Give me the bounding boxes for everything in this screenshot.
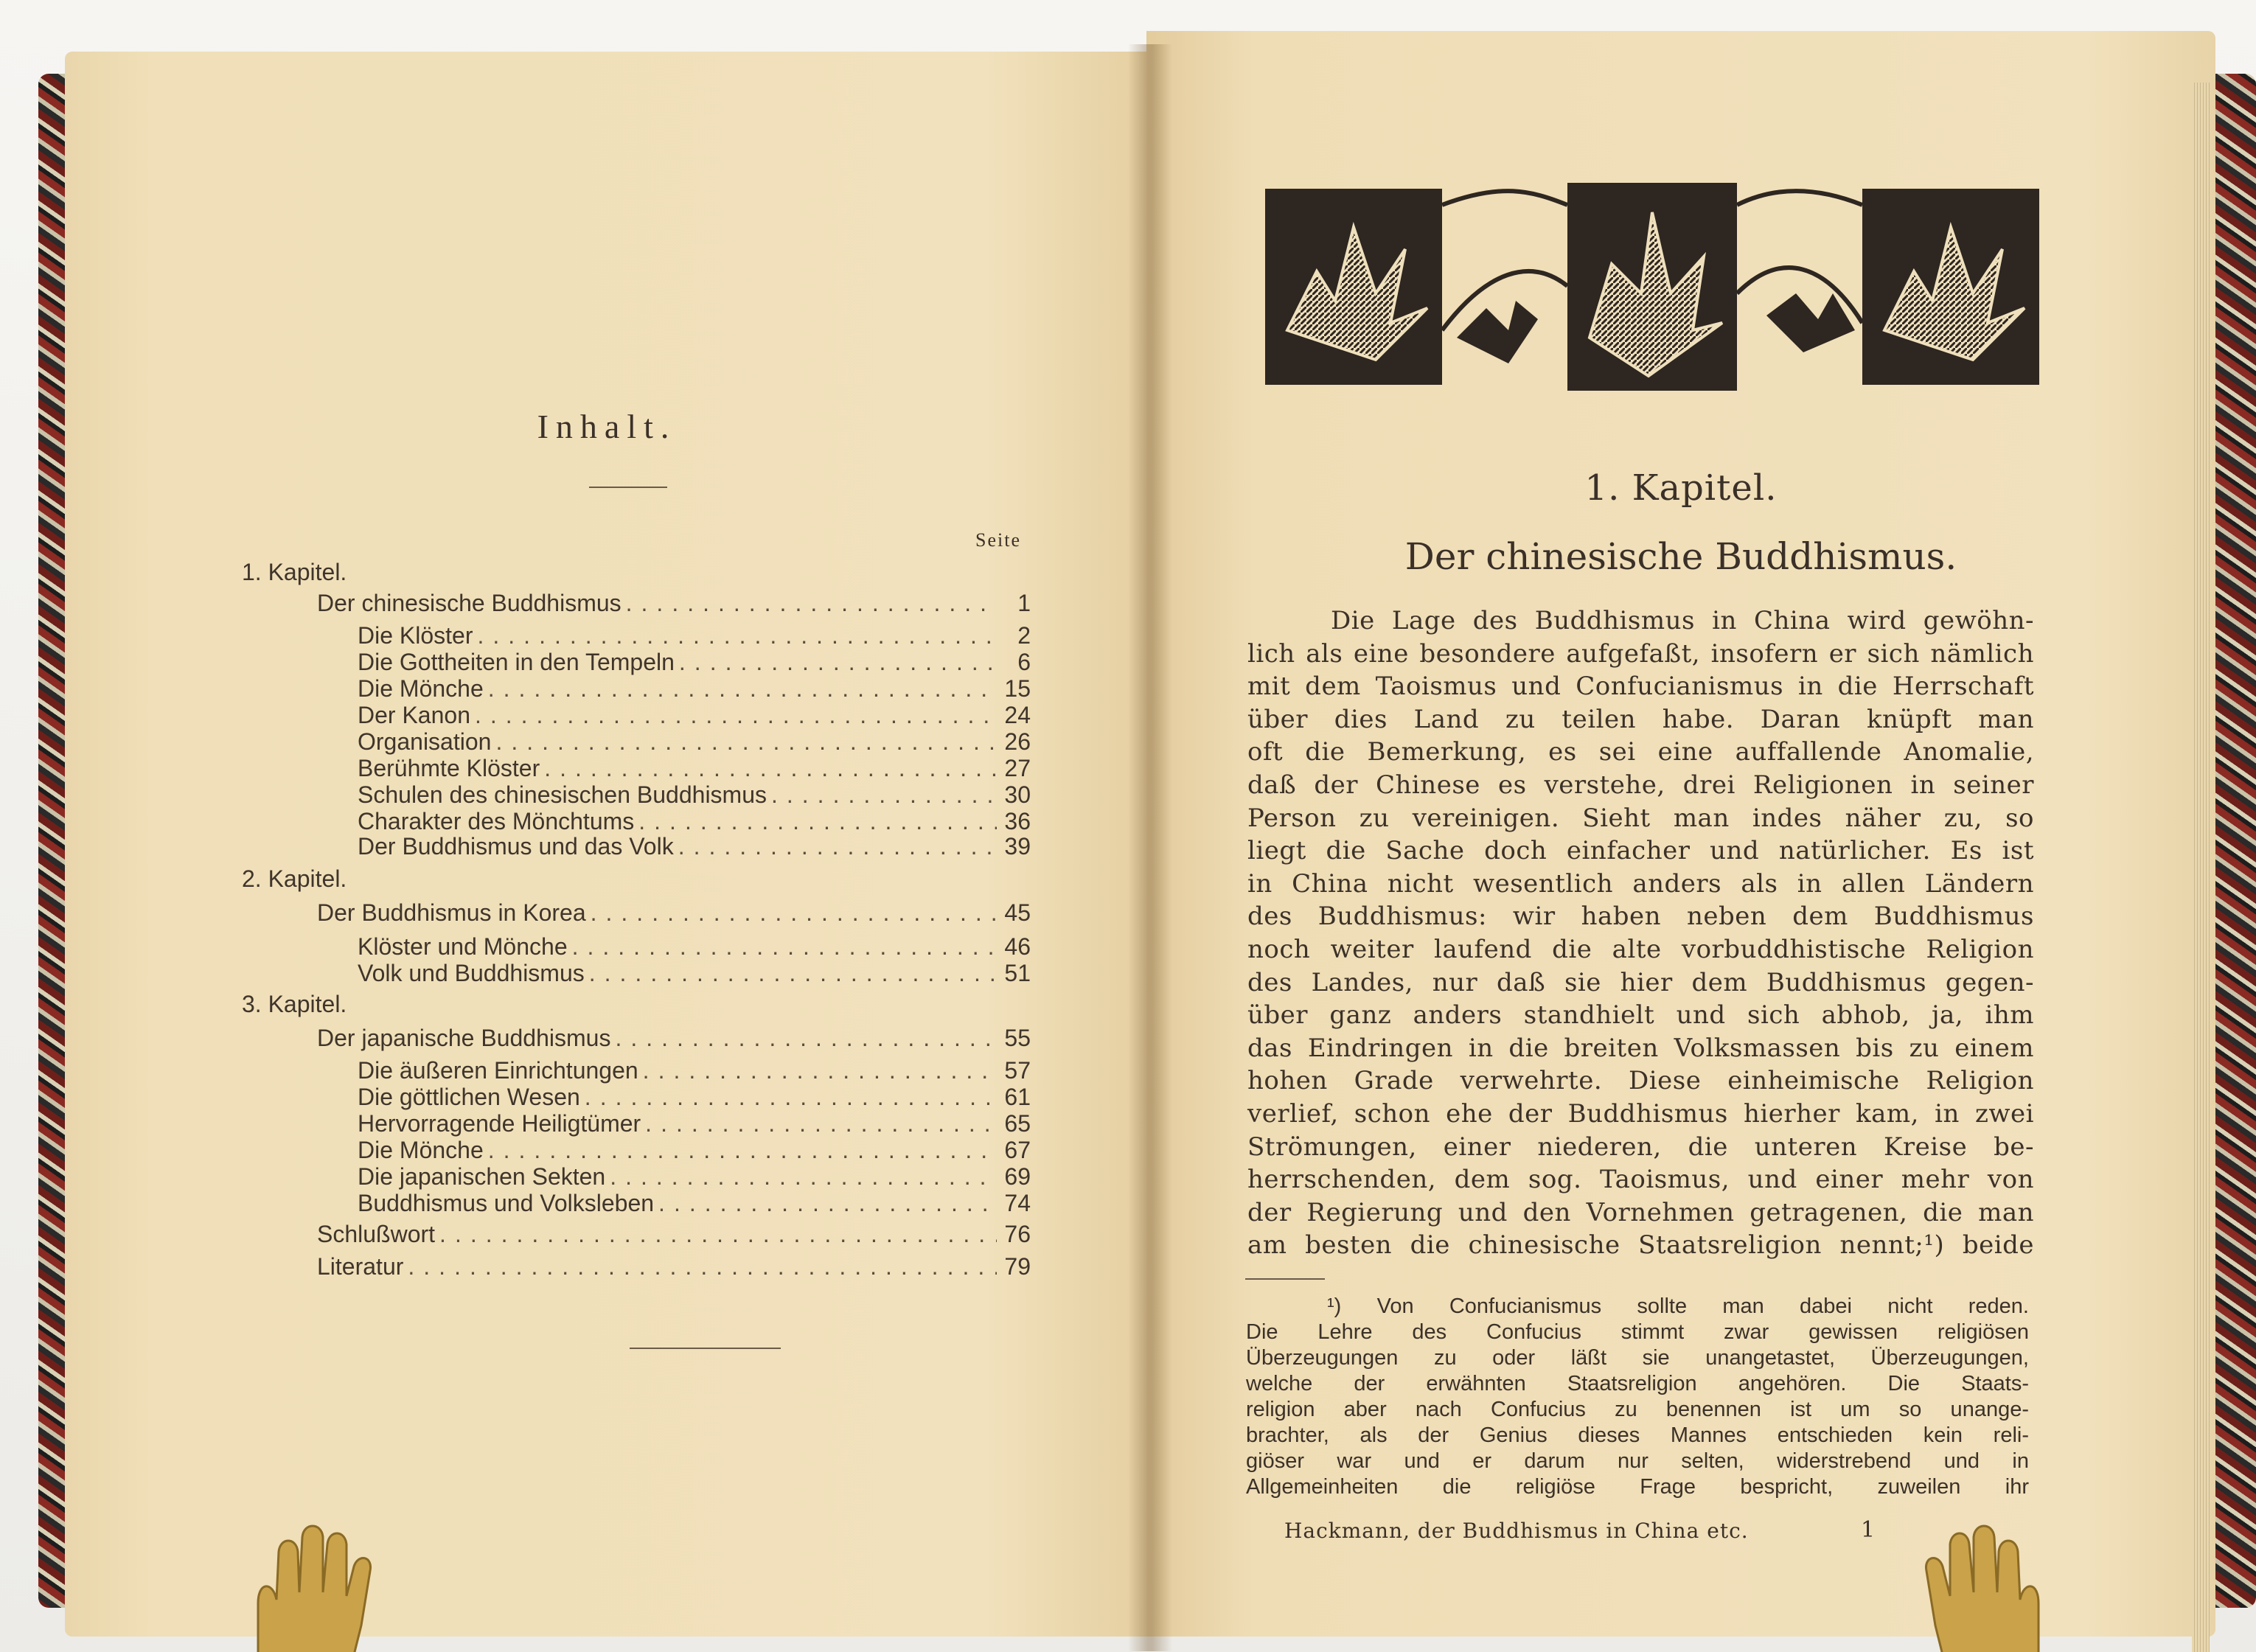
left-page bbox=[65, 52, 1149, 1637]
toc-leader-dots bbox=[643, 1057, 997, 1084]
toc-entry-label: 2. Kapitel. bbox=[242, 865, 347, 892]
toc-page-number: 15 bbox=[1004, 675, 1031, 702]
toc-entry bbox=[317, 1025, 1031, 1052]
body-text-line: in China nicht wesentlich anders als in allen Ländern bbox=[1247, 868, 2034, 899]
brass-hand-page-holder-right bbox=[1876, 1522, 2053, 1652]
toc-leader-dots bbox=[589, 960, 997, 987]
toc-entry bbox=[358, 702, 1031, 729]
toc-page-number: 65 bbox=[1004, 1110, 1031, 1137]
toc-page-number: 39 bbox=[1004, 833, 1031, 860]
toc-entry-label: Der japanische Buddhismus bbox=[317, 1025, 611, 1051]
toc-leader-dots bbox=[544, 755, 997, 782]
toc-page-number: 6 bbox=[1017, 649, 1031, 675]
toc-entry bbox=[358, 755, 1031, 782]
toc-entry bbox=[358, 649, 1031, 676]
toc-chapter-heading bbox=[242, 991, 347, 1018]
book-spine-shadow bbox=[1128, 44, 1172, 1651]
toc-entry-label: Schlußwort bbox=[317, 1221, 436, 1247]
toc-entry bbox=[358, 728, 1031, 756]
body-text-line: am besten die chinesische Staatsreligion nennt;¹) beide bbox=[1247, 1230, 2034, 1261]
toc-entry-label: Buddhismus und Volksleben bbox=[358, 1190, 655, 1216]
footnote-line: Die Lehre des Confucius stimmt zwar gewissen religiösen bbox=[1246, 1320, 2029, 1344]
toc-page-number: 27 bbox=[1004, 755, 1031, 781]
toc-leader-dots bbox=[658, 1190, 997, 1217]
toc-entry bbox=[358, 1190, 1031, 1217]
toc-page-number: 1 bbox=[1017, 590, 1031, 616]
signature-line: Hackmann, der Buddhismus in China etc. bbox=[1284, 1519, 1749, 1543]
toc-entry bbox=[317, 1253, 1031, 1280]
toc-page-number: 61 bbox=[1004, 1084, 1031, 1110]
toc-leader-dots bbox=[488, 675, 997, 703]
toc-entry-label: Die Mönche bbox=[358, 1137, 484, 1163]
body-text-line: mit dem Taoismus und Confucianismus in die Herrschaft bbox=[1247, 672, 2034, 702]
body-text-line: über ganz anders standhielt und sich abhob, ja, ihm bbox=[1247, 1000, 2034, 1031]
toc-page-number: 55 bbox=[1004, 1025, 1031, 1051]
toc-end-rule bbox=[630, 1348, 781, 1349]
signature-mark: 1 bbox=[1861, 1517, 1876, 1543]
footnote-rule bbox=[1245, 1278, 1325, 1280]
body-text-line: herrschenden, dem sog. Taoismus, und einer mehr von bbox=[1247, 1165, 2034, 1195]
toc-page-number: 67 bbox=[1004, 1137, 1031, 1163]
footnote-line: Allgemeinheiten die religiöse Frage bespricht, zuweilen ihr bbox=[1246, 1475, 2029, 1499]
toc-page-number: 24 bbox=[1004, 702, 1031, 728]
body-text-line: Strömungen, einer niederen, die unteren Kreise be- bbox=[1247, 1132, 2034, 1162]
footnote-line: brachter, als der Genius dieses Mannes entschieden kein reli- bbox=[1246, 1423, 2029, 1447]
toc-entry bbox=[358, 833, 1031, 860]
toc-chapter-heading bbox=[242, 865, 347, 893]
body-text-line: lich als eine besondere aufgefaßt, insofern er sich nämlich bbox=[1247, 638, 2034, 669]
toc-entry-label: Literatur bbox=[317, 1253, 404, 1280]
toc-leader-dots bbox=[591, 899, 997, 927]
toc-entry bbox=[358, 1084, 1031, 1111]
toc-entry bbox=[358, 1110, 1031, 1137]
toc-entry-label: Die göttlichen Wesen bbox=[358, 1084, 580, 1110]
footnote-line: ¹) Von Confucianismus sollte man dabei nicht reden. bbox=[1327, 1294, 2029, 1318]
body-text-line: des Landes, nur daß sie hier dem Buddhismus gegen- bbox=[1247, 967, 2034, 997]
body-text-line: noch weiter laufend die alte vorbuddhistische Religion bbox=[1247, 935, 2034, 964]
toc-entry bbox=[358, 1057, 1031, 1084]
page-edges bbox=[2192, 83, 2210, 1652]
toc-entry-label: Der Buddhismus und das Volk bbox=[358, 833, 674, 860]
toc-entry bbox=[317, 1221, 1031, 1248]
toc-entry-label: Der Buddhismus in Korea bbox=[317, 899, 586, 926]
toc-page-number: 45 bbox=[1004, 899, 1031, 926]
floral-ornament-headpiece bbox=[1265, 183, 2039, 391]
toc-entry-label: Volk und Buddhismus bbox=[358, 960, 585, 986]
toc-entry bbox=[358, 622, 1031, 649]
body-text-line: liegt die Sache doch einfacher und natürlicher. Es ist bbox=[1247, 836, 2034, 866]
body-text-line: Person zu vereinigen. Sieht man indes näher zu, so bbox=[1247, 803, 2034, 833]
toc-entry bbox=[358, 808, 1031, 835]
toc-page-number: 46 bbox=[1004, 933, 1031, 960]
toc-leader-dots bbox=[678, 833, 997, 860]
toc-page-number: 51 bbox=[1004, 960, 1031, 986]
toc-leader-dots bbox=[495, 728, 997, 756]
toc-entry-label: Die Gottheiten in den Tempeln bbox=[358, 649, 675, 675]
toc-entry bbox=[317, 590, 1031, 617]
footnote-line: Überzeugungen zu oder läßt sie unangetastet, Überzeugungen, bbox=[1246, 1346, 2029, 1370]
toc-page-number: 79 bbox=[1004, 1253, 1031, 1280]
footnote-line: giöser war und er darum nur selten, widerstrebend und in bbox=[1246, 1449, 2029, 1473]
toc-entry bbox=[358, 933, 1031, 961]
toc-page-number: 57 bbox=[1004, 1057, 1031, 1084]
toc-entry-label: 1. Kapitel. bbox=[242, 559, 347, 585]
toc-entry bbox=[358, 1137, 1031, 1164]
body-text-line: des Buddhismus: wir haben neben dem Buddhismus bbox=[1247, 902, 2034, 932]
toc-leader-dots bbox=[488, 1137, 997, 1164]
toc-leader-dots bbox=[439, 1221, 997, 1248]
toc-entry bbox=[358, 960, 1031, 987]
toc-page-number: 2 bbox=[1017, 622, 1031, 649]
body-text-line: oft die Bemerkung, es sei eine auffallende Anomalie, bbox=[1247, 737, 2034, 767]
toc-entry-label: Berühmte Klöster bbox=[358, 755, 540, 781]
toc-entry-label: Der chinesische Buddhismus bbox=[317, 590, 622, 616]
toc-title: Inhalt. bbox=[537, 408, 677, 445]
toc-leader-dots bbox=[610, 1163, 997, 1191]
toc-entry bbox=[317, 899, 1031, 927]
toc-leader-dots bbox=[626, 590, 997, 617]
toc-page-number: 36 bbox=[1004, 808, 1031, 834]
body-text-line: der Regierung und den Vornehmen getragenen, die man bbox=[1247, 1197, 2034, 1227]
toc-entry bbox=[358, 781, 1031, 809]
footnote-line: welche der erwähnten Staatsreligion angehören. Die Staats- bbox=[1246, 1372, 2029, 1395]
toc-page-number: 69 bbox=[1004, 1163, 1031, 1190]
toc-entry-label: Organisation bbox=[358, 728, 492, 755]
toc-leader-dots bbox=[638, 808, 997, 835]
body-text-line: daß der Chinese es verstehe, drei Religionen in seiner bbox=[1247, 770, 2034, 800]
title-rule bbox=[589, 487, 667, 488]
toc-leader-dots bbox=[771, 781, 997, 809]
brass-hand-page-holder-left bbox=[243, 1522, 420, 1652]
body-text-line: über dies Land zu teilen habe. Daran knüpft man bbox=[1247, 704, 2034, 734]
toc-chapter-heading bbox=[242, 559, 347, 586]
toc-page-number: 76 bbox=[1004, 1221, 1031, 1247]
body-text-line: verlief, schon ehe der Buddhismus hierher kam, in zwei bbox=[1247, 1099, 2034, 1129]
toc-entry bbox=[358, 1163, 1031, 1191]
toc-entry-label: Die äußeren Einrichtungen bbox=[358, 1057, 638, 1084]
toc-entry-label: Klöster und Mönche bbox=[358, 933, 568, 960]
body-text-line: das Eindringen in die breiten Volksmassen bis zu einem bbox=[1247, 1033, 2034, 1063]
seite-label: Seite bbox=[975, 529, 1021, 551]
toc-leader-dots bbox=[615, 1025, 997, 1052]
chapter-label: 1. Kapitel. bbox=[1584, 467, 1778, 509]
toc-leader-dots bbox=[475, 702, 997, 729]
toc-leader-dots bbox=[645, 1110, 997, 1137]
body-text-line: Die Lage des Buddhismus in China wird gewöhn- bbox=[1331, 606, 2034, 635]
toc-leader-dots bbox=[408, 1253, 997, 1280]
toc-page-number: 26 bbox=[1004, 728, 1031, 755]
chapter-heading: Der chinesische Buddhismus. bbox=[1404, 535, 1957, 578]
toc-entry-label: Die japanischen Sekten bbox=[358, 1163, 606, 1190]
toc-entry-label: Hervorragende Heiligtümer bbox=[358, 1110, 641, 1137]
toc-entry-label: Die Mönche bbox=[358, 675, 484, 702]
footnote-line: religion aber nach Confucius zu benennen ist um so unange- bbox=[1246, 1398, 2029, 1421]
toc-entry-label: Schulen des chinesischen Buddhismus bbox=[358, 781, 767, 808]
toc-leader-dots bbox=[585, 1084, 997, 1111]
body-text-line: hohen Grade verwehrte. Diese einheimische Religion bbox=[1247, 1066, 2034, 1096]
toc-entry-label: Charakter des Mönchtums bbox=[358, 808, 635, 834]
toc-leader-dots bbox=[572, 933, 997, 961]
toc-leader-dots bbox=[679, 649, 997, 676]
toc-entry bbox=[358, 675, 1031, 703]
toc-entry-label: Die Klöster bbox=[358, 622, 473, 649]
toc-entry-label: 3. Kapitel. bbox=[242, 991, 347, 1017]
toc-page-number: 74 bbox=[1004, 1190, 1031, 1216]
toc-leader-dots bbox=[478, 622, 998, 649]
toc-page-number: 30 bbox=[1004, 781, 1031, 808]
toc-entry-label: Der Kanon bbox=[358, 702, 470, 728]
